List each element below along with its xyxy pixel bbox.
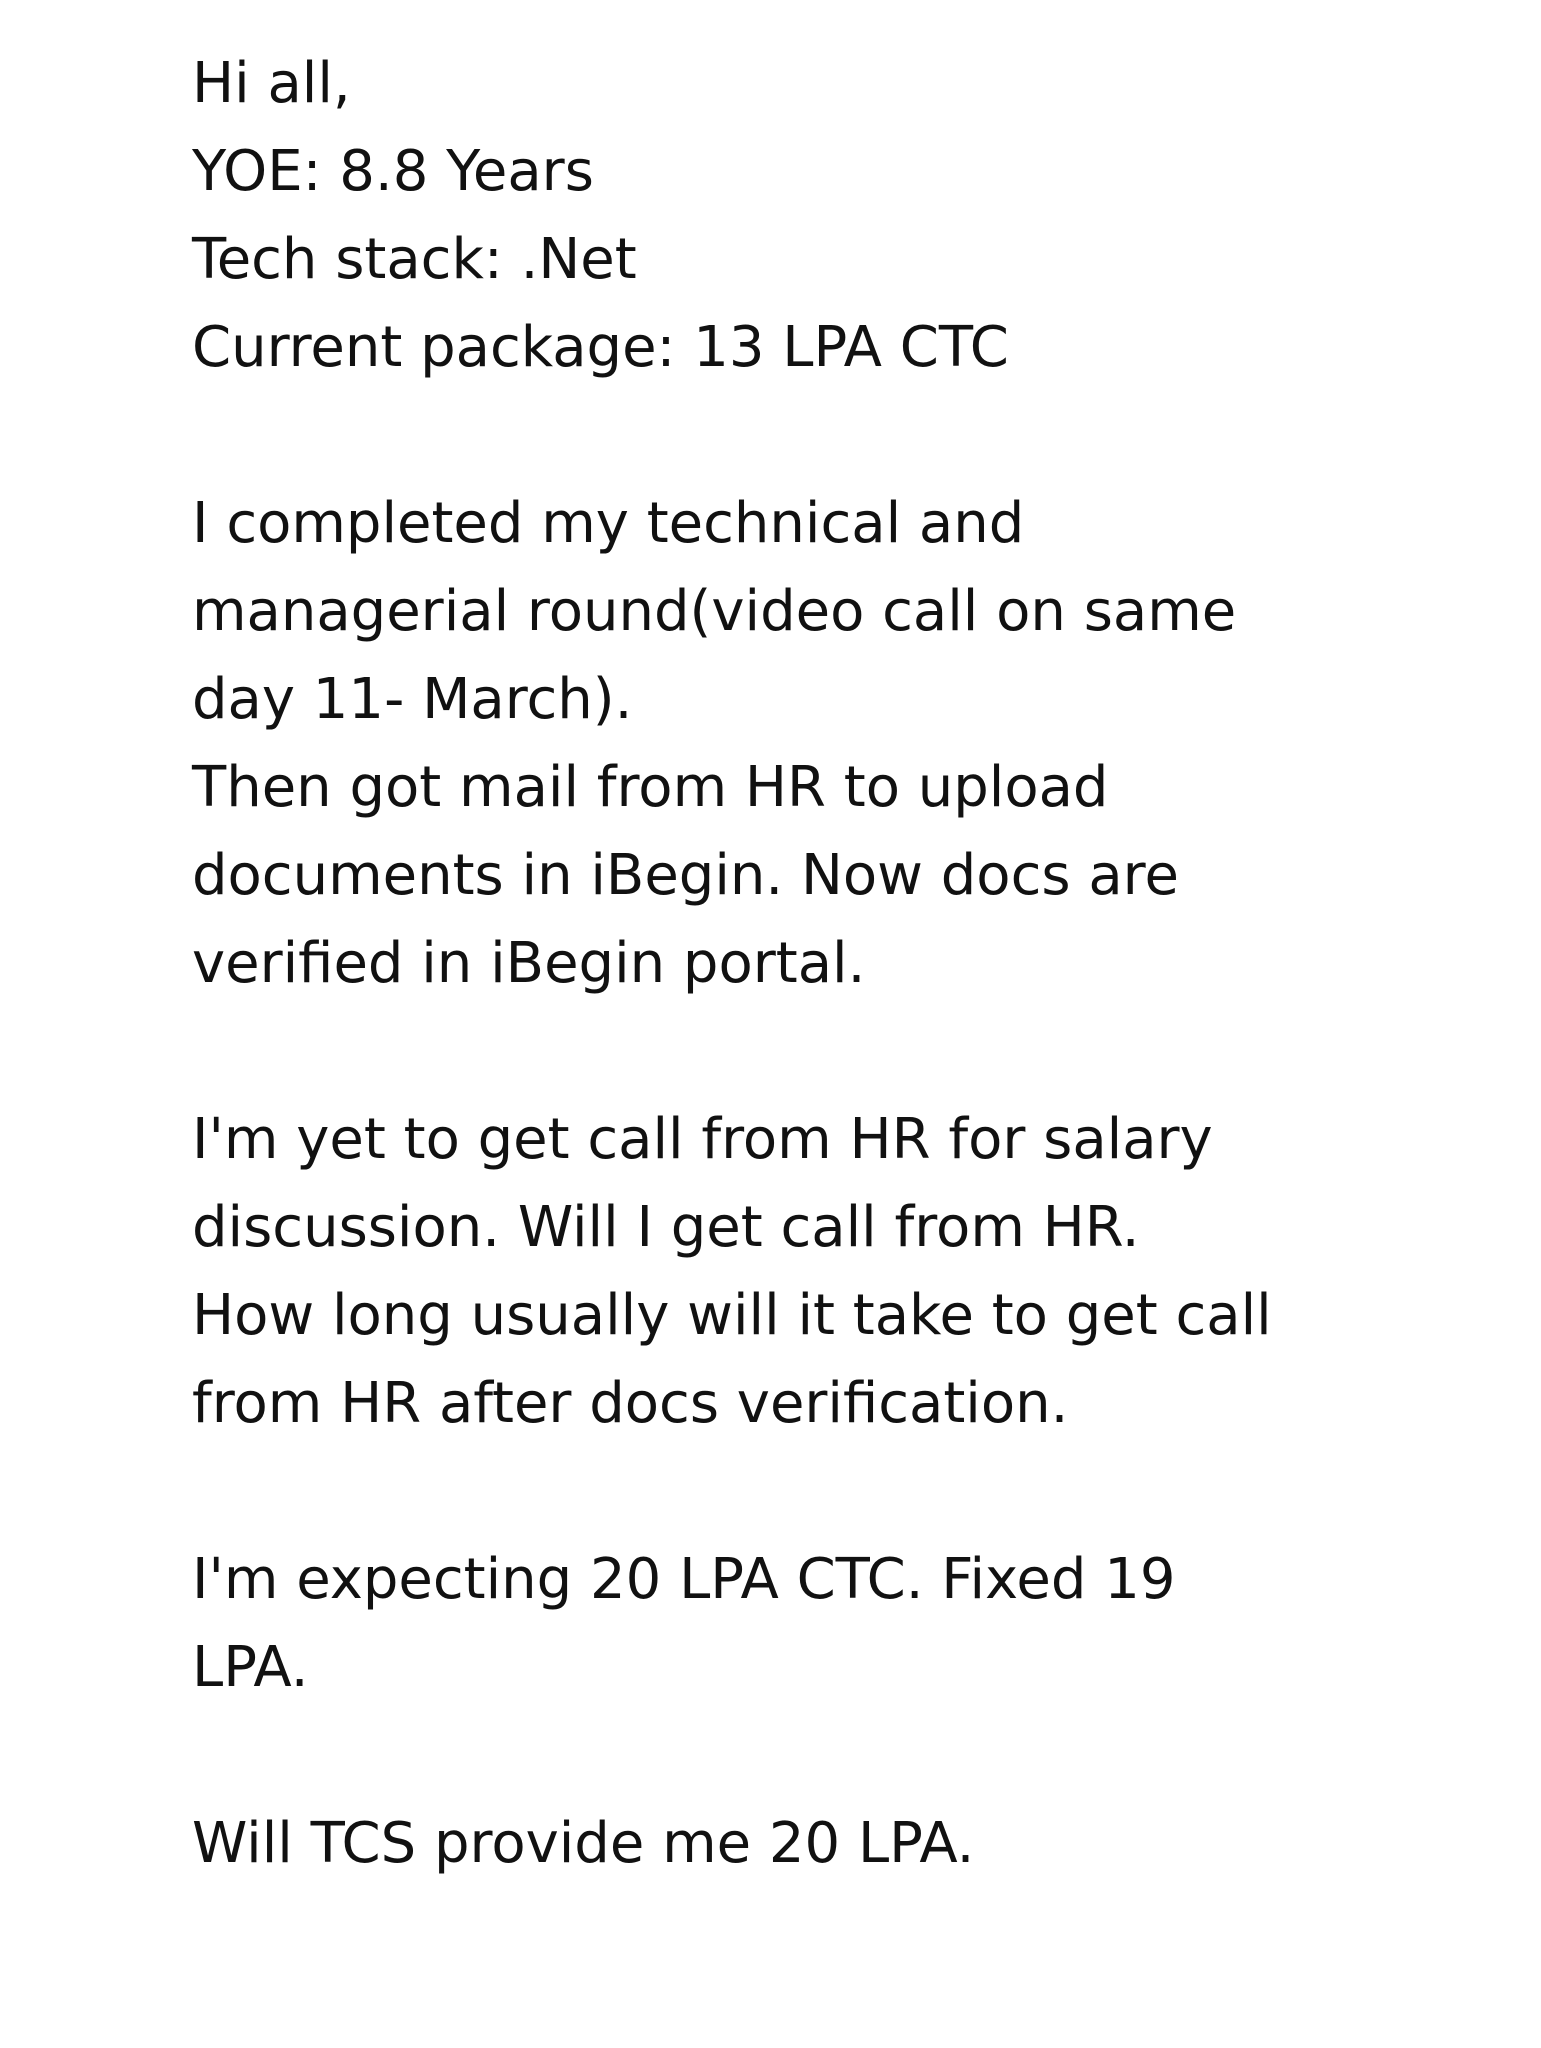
paragraph-1-line-5: documents in iBegin. Now docs are (192, 843, 1179, 908)
tech-stack-line: Tech stack: .Net (192, 227, 637, 292)
paragraph-2-line-2: discussion. Will I get call from HR. (192, 1195, 1140, 1260)
paragraph-1-line-3: day 11- March). (192, 667, 633, 732)
paragraph-1-line-1: I completed my technical and (192, 491, 1025, 556)
paragraph-gap (192, 1712, 1472, 1800)
paragraph-1-line-2: managerial round(video call on same (192, 579, 1237, 644)
current-package-line: Current package: 13 LPA CTC (192, 315, 1009, 380)
paragraph-gap (192, 1448, 1472, 1536)
paragraph-3-line-1: I'm expecting 20 LPA CTC. Fixed 19 (192, 1547, 1176, 1612)
greeting-line: Hi all, (192, 51, 351, 116)
paragraph-1-line-4: Then got mail from HR to upload (192, 755, 1109, 820)
note-body (192, 40, 1472, 1888)
paragraph-1-line-6: verified in iBegin portal. (192, 931, 866, 996)
paragraph-2-line-4: from HR after docs verification. (192, 1371, 1069, 1436)
paragraph-gap (192, 392, 1472, 480)
yoe-line: YOE: 8.8 Years (192, 139, 594, 204)
paragraph-3-line-2: LPA. (192, 1635, 309, 1700)
paragraph-gap (192, 1008, 1472, 1096)
paragraph-2-line-3: How long usually will it take to get call (192, 1283, 1272, 1348)
paragraph-4-line-1: Will TCS provide me 20 LPA. (192, 1811, 975, 1876)
paragraph-2-line-1: I'm yet to get call from HR for salary (192, 1107, 1213, 1172)
